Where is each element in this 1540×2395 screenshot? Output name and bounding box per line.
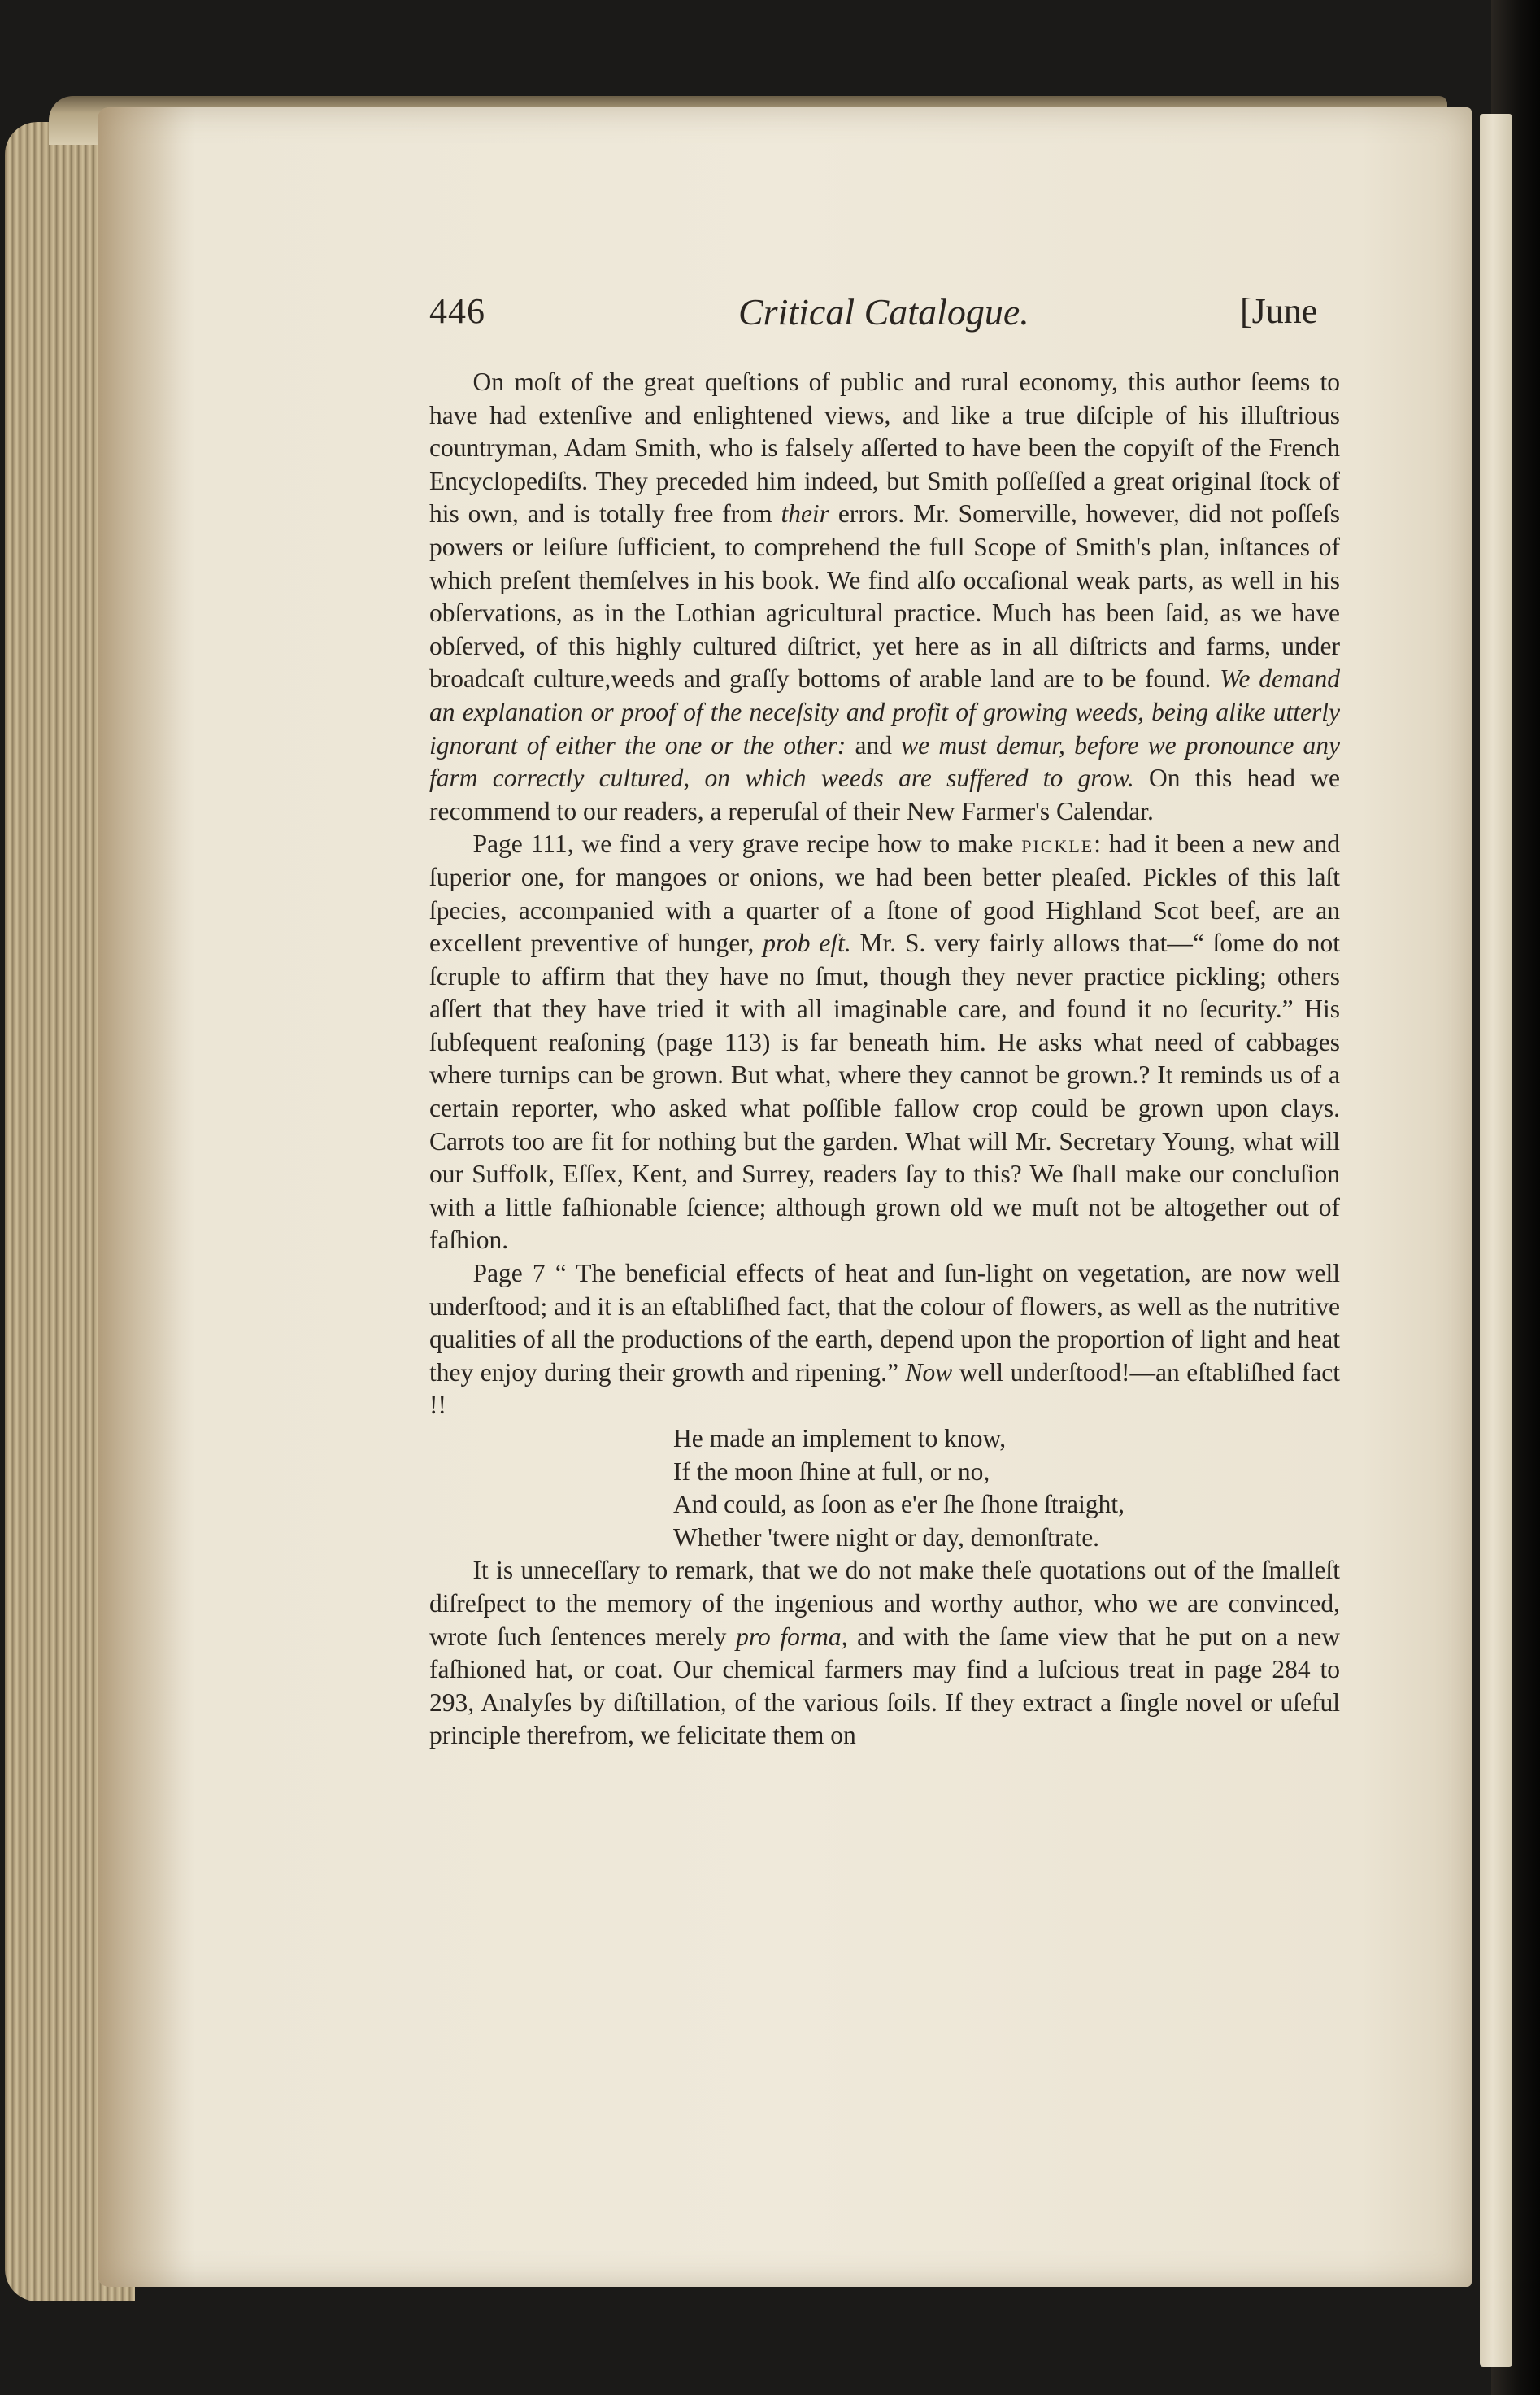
page-title: Critical Catalogue. [738,291,1029,333]
facing-page-edge [1480,114,1512,2367]
text-run: and with the ſame view that he put on a new faſhioned hat, or coat. Our chemical farmers may find a luſcious treat in page 284 to 293, Analyſes by diſtillation, of the various ſoils. If they extract a ſingle novel or uſeful principle therefrom, we felicitate them on [429,1622,1340,1750]
italic-run: their [781,499,829,529]
verse-line: Whether 'twere night or day, demonſtrate. [673,1522,1100,1552]
italic-run: pro forma, [736,1622,848,1651]
paragraph-3 [429,1257,1340,1422]
body-text [429,366,1340,1753]
paragraph-2 [429,828,1340,1257]
verse-line: He made an implement to know, [673,1424,1007,1452]
small-caps-run: pickle [1021,830,1094,859]
text-run: errors. Mr. Somerville, however, did not poſſeſs powers or leiſure ſufficient, to comprehend the full Scope of Smith's plan, inſtances of which preſent themſelves in his book. We find alſo occaſional weak parts, as well in his obſervations, as in the Lothian agricultural practice. Much has been ſaid, as we have obſerved, of this highly cultured diſtrict, yet here as in all diſtricts and farms, under broadcaſt culture,weeds and graſſy bottoms of arable land are to be found. [429,499,1340,694]
verse-line: If the moon ſhine at full, or no, [673,1457,990,1486]
text-run: Page 111, we find a very grave recipe how to make [472,830,1022,859]
text-run: : had it been a new and ſuperior one, for mangoes or onions, we had been better pleaſed. Pickles of this laſt ſpecies, accompanied with a quarter of a ſtone of good Highland Scot beef, are an excellent preventive of hunger, [429,830,1340,958]
verse-block [673,1422,1340,1554]
italic-run: prob eſt. [763,929,851,958]
text-run: It is unneceſſary to remark, that we do not make theſe quotations out of the ſmalleſt diſreſpect to the memory of the ingenious and worthy author, who we are convinced, wrote ſuch ſentences merely [429,1556,1340,1651]
paragraph-4 [429,1554,1340,1753]
page-foxing [98,107,195,2287]
page-number: 446 [429,291,485,331]
text-run: On this head we recommend to our readers, a reperuſal of their New Farmer's Calendar. [429,764,1341,825]
italic-run: Now [905,1357,953,1387]
text-run: and [846,730,902,760]
text-run: Mr. S. very fairly allows that—“ ſome do not ſcruple to affirm that they have no ſmut, though they never practice pickling; others aſſert that they have tried it with all imaginable care, and found it no ſecurity.” His ſubſequent reaſoning (page 113) is far beneath him. He asks what need of cabbages where turnips can be grown. But what, where they cannot be grown.? It reminds us of a certain reporter, who asked what poſſible fallow crop could be grown upon clays. Carrots too are fit for nothing but the garden. What will Mr. Secretary Young, what will our Suffolk, Eſſex, Kent, and Surrey, readers ſay to this? We ſhall make our concluſion with a little faſhionable ſcience; although grown old we muſt not be altogether out of faſhion. [429,929,1340,1255]
paragraph-1 [429,366,1340,828]
verse-line: And could, as ſoon as e'er ſhe ſhone ſtraight, [673,1490,1125,1519]
italic-run: we must demur, before we pronounce any farm correctly cultured, on which weeds are suffered to grow. [429,730,1341,793]
running-head [0,290,1540,339]
text-run: On moſt of the great queſtions of public and rural economy, this author ſeems to have had extenſive and enlightened views, and like a true diſciple of his illuſtrious countryman, Adam Smith, who is falsely aſſerted to have been the copyiſt of the French Encyclopediſts. They preceded him indeed, but Smith poſſeſſed a great original ſtock of his own, and is totally free from [429,368,1340,529]
text-run: Page 7 “ The beneficial effects of heat and ſun-light on vegetation, are now well underſtood; and it is an eſtabliſhed fact, that the colour of flowers, as well as the nutritive qualities of all the productions of the earth, depend upon the proportion of light and heat they enjoy during their growth and ripening.” [429,1259,1340,1387]
running-head-month: [June [1240,291,1318,331]
text-run: well underſtood!—an eſtabliſhed fact !! [429,1357,1340,1420]
italic-run: We demand an explanation or proof of the neceſsity and profit of growing weeds, being alike utterly ignorant of either the one or the other: [429,664,1340,760]
